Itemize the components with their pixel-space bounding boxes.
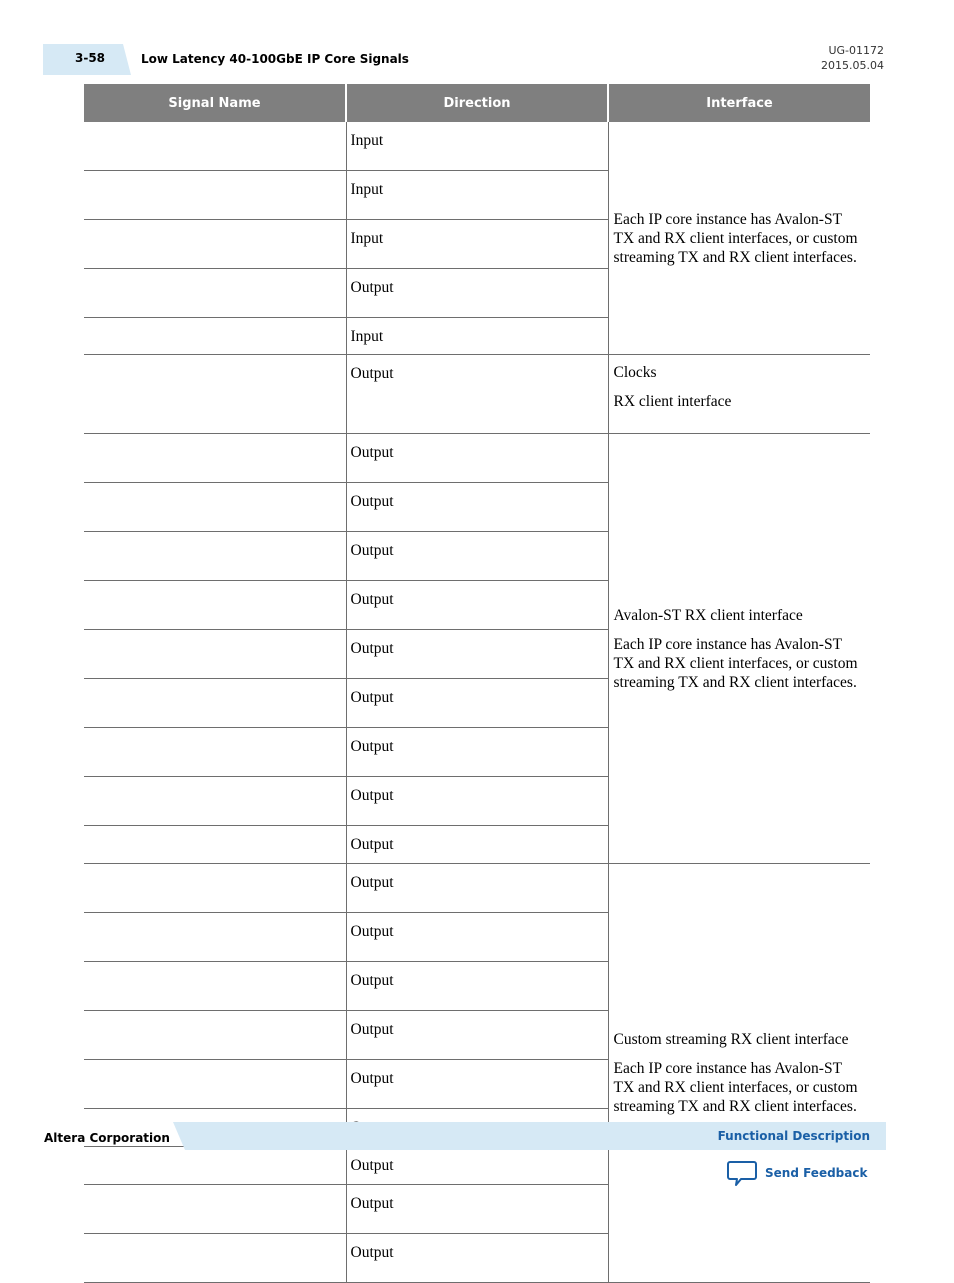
interface-text: Each IP core instance has Avalon-ST TX and RX client interfaces, or custom streaming TX and RX client interfaces. (613, 210, 858, 266)
document-id: UG-01172 (828, 44, 884, 57)
column-header-interface: Interface (608, 84, 870, 122)
page-title: Low Latency 40-100GbE IP Core Signals (141, 52, 409, 66)
signal-name-cell (84, 962, 346, 1011)
document-date: 2015.05.04 (821, 59, 884, 72)
table-header-row (84, 84, 870, 122)
direction-cell: Output (346, 728, 608, 777)
direction-cell: Output (346, 826, 608, 864)
signal-name-cell (84, 269, 346, 318)
signal-name-cell (84, 581, 346, 630)
signal-name-cell (84, 532, 346, 581)
signal-name-cell (84, 483, 346, 532)
interface-text: Clocks (613, 364, 657, 381)
signal-name-cell (84, 1060, 346, 1109)
direction-cell: Output (346, 962, 608, 1011)
section-link[interactable]: Functional Description (717, 1129, 870, 1143)
direction-cell: Output (346, 864, 608, 913)
interface-cell (608, 122, 870, 355)
direction-cell: Output (346, 355, 608, 434)
interface-cell (608, 355, 870, 434)
signal-name-cell (84, 913, 346, 962)
direction-cell: Output (346, 777, 608, 826)
direction-cell: Output (346, 630, 608, 679)
direction-cell: Output (346, 1147, 608, 1185)
direction-cell: Output (346, 483, 608, 532)
table-row (84, 122, 870, 171)
signal-table (84, 84, 870, 1283)
interface-text: Each IP core instance has Avalon-ST TX and RX client interfaces, or custom streaming TX and RX client interfaces. (613, 635, 858, 691)
direction-cell: Input (346, 318, 608, 355)
interface-cell (608, 864, 870, 1283)
signal-name-cell (84, 1147, 346, 1185)
signal-name-cell (84, 1011, 346, 1060)
direction-cell: Output (346, 1011, 608, 1060)
direction-cell: Output (346, 581, 608, 630)
send-feedback-link[interactable] (727, 1158, 867, 1188)
signal-name-cell (84, 220, 346, 269)
direction-cell: Output (346, 434, 608, 483)
signal-name-cell (84, 826, 346, 864)
signal-name-cell (84, 434, 346, 483)
table-row (84, 864, 870, 913)
direction-cell: Output (346, 913, 608, 962)
signal-name-cell (84, 728, 346, 777)
interface-text: Custom streaming RX client interface (613, 1031, 849, 1048)
signal-name-cell (84, 318, 346, 355)
table-row (84, 434, 870, 483)
table-row (84, 355, 870, 434)
signal-name-cell (84, 355, 346, 434)
direction-cell: Output (346, 269, 608, 318)
document-id-block (821, 43, 884, 73)
signal-name-cell (84, 122, 346, 171)
signal-name-cell (84, 679, 346, 728)
signal-name-cell (84, 1185, 346, 1234)
send-feedback-label[interactable]: Send Feedback (765, 1166, 868, 1180)
signal-name-cell (84, 1234, 346, 1283)
direction-cell: Output (346, 679, 608, 728)
interface-text: Each IP core instance has Avalon-ST TX and RX client interfaces, or custom streaming TX and RX client interfaces. (613, 1060, 858, 1115)
signal-name-cell (84, 864, 346, 913)
direction-cell: Output (346, 532, 608, 581)
page-number: 3-58 (75, 51, 106, 65)
direction-cell: Input (346, 171, 608, 220)
interface-text: RX client interface (613, 393, 732, 410)
feedback-bubble-icon (727, 1159, 757, 1187)
interface-cell (608, 434, 870, 864)
direction-cell: Output (346, 1060, 608, 1109)
signal-name-cell (84, 630, 346, 679)
interface-text: Avalon-ST RX client interface (613, 606, 803, 624)
direction-cell: Input (346, 122, 608, 171)
company-name: Altera Corporation (44, 1131, 170, 1145)
signal-name-cell (84, 171, 346, 220)
direction-cell: Input (346, 220, 608, 269)
direction-cell: Output (346, 1185, 608, 1234)
column-header-signal-name: Signal Name (84, 84, 346, 122)
signal-name-cell (84, 777, 346, 826)
direction-cell: Output (346, 1234, 608, 1283)
column-header-direction: Direction (346, 84, 608, 122)
